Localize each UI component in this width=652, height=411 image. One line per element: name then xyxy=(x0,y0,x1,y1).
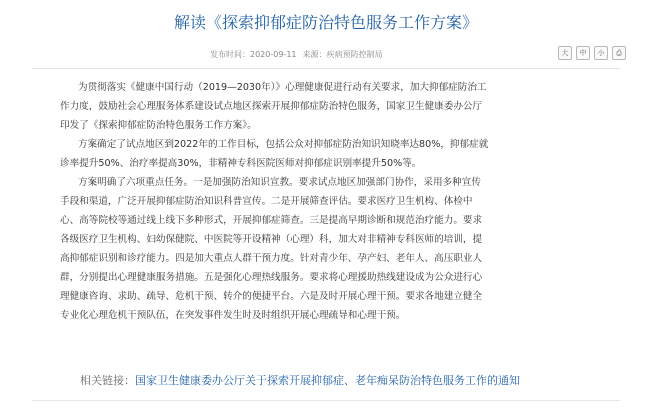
font-medium-button[interactable]: 中 xyxy=(576,46,590,60)
print-icon: ⎙ xyxy=(616,49,622,57)
body-line: 诊率提升50%、治疗率提高30%，非精神专科医院医师对抑郁症识别率提升50%等。 xyxy=(60,158,422,169)
source-name: 疾病预防控制局 xyxy=(326,50,383,59)
publish-date: 2020-09-11 xyxy=(250,50,297,59)
body-line: 专业化心理危机干预队伍，在突发事件发生时及时组织开展心理疏导和心理干预。 xyxy=(60,310,406,321)
article-title: 解读《探索抑郁症防治特色服务工作方案》 xyxy=(173,13,478,32)
bottom-divider xyxy=(32,400,620,401)
article-meta xyxy=(210,50,383,60)
body-line: 印发了《探索抑郁症防治特色服务工作方案》。 xyxy=(60,120,257,131)
body-line: 理健康咨询、求助、疏导、危机干预、转介的便捷平台。六是及时开展心理干预。要求各地建立健全 xyxy=(60,291,483,302)
body-line: 方案确定了试点地区到2022年的工作目标，包括公众对抑郁症防治知识知晓率达80%，抑郁症就 xyxy=(78,139,489,150)
body-line: 各级医疗卫生机构、妇幼保健院、中医院等开设精神（心理）科，加大对非精神专科医师的培训，提 xyxy=(60,234,483,245)
related-link[interactable]: 国家卫生健康委办公厅关于探索开展抑郁症、老年痴呆防治特色服务工作的通知 xyxy=(135,374,520,387)
body-line: 群，分别提出心理健康服务措施。五是强化心理热线服务。要求将心理援助热线建设成为公众进行心 xyxy=(60,272,483,283)
body-line: 方案明确了六项重点任务。一是加强防治知识宣教。要求试点地区加强部门协作，采用多种宣传 xyxy=(78,177,481,188)
body-line: 高抑郁症识别和诊疗能力。四是加大重点人群干预力度。针对青少年、孕产妇、老年人、高压职业人 xyxy=(60,253,483,264)
related-links xyxy=(80,373,520,389)
font-large-button[interactable]: 大 xyxy=(558,46,572,60)
body-line: 作力度，鼓励社会心理服务体系建设试点地区探索开展抑郁症防治特色服务，国家卫生健康委办公厅 xyxy=(60,101,483,112)
article-tools xyxy=(558,46,626,60)
body-line: 为贯彻落实《健康中国行动（2019—2030年）》心理健康促进行动有关要求，加大抑郁症防治工 xyxy=(78,82,487,93)
body-line: 手段和渠道，广泛开展抑郁症防治知识科普宣传。二是开展筛查评估。要求医疗卫生机构、体检中 xyxy=(60,196,473,207)
related-label: 相关链接： xyxy=(80,374,135,387)
title-divider xyxy=(32,68,620,69)
body-line: 心、高等院校等通过线上线下多种形式，开展抑郁症筛查。三是提高早期诊断和规范治疗能力。要求 xyxy=(60,215,483,226)
source-label: 来源： xyxy=(302,50,327,59)
print-button[interactable] xyxy=(612,46,626,60)
article-body xyxy=(60,78,612,325)
font-small-button[interactable]: 小 xyxy=(594,46,608,60)
article-meta-row xyxy=(0,44,652,68)
date-label: 发布时间： xyxy=(210,50,250,59)
